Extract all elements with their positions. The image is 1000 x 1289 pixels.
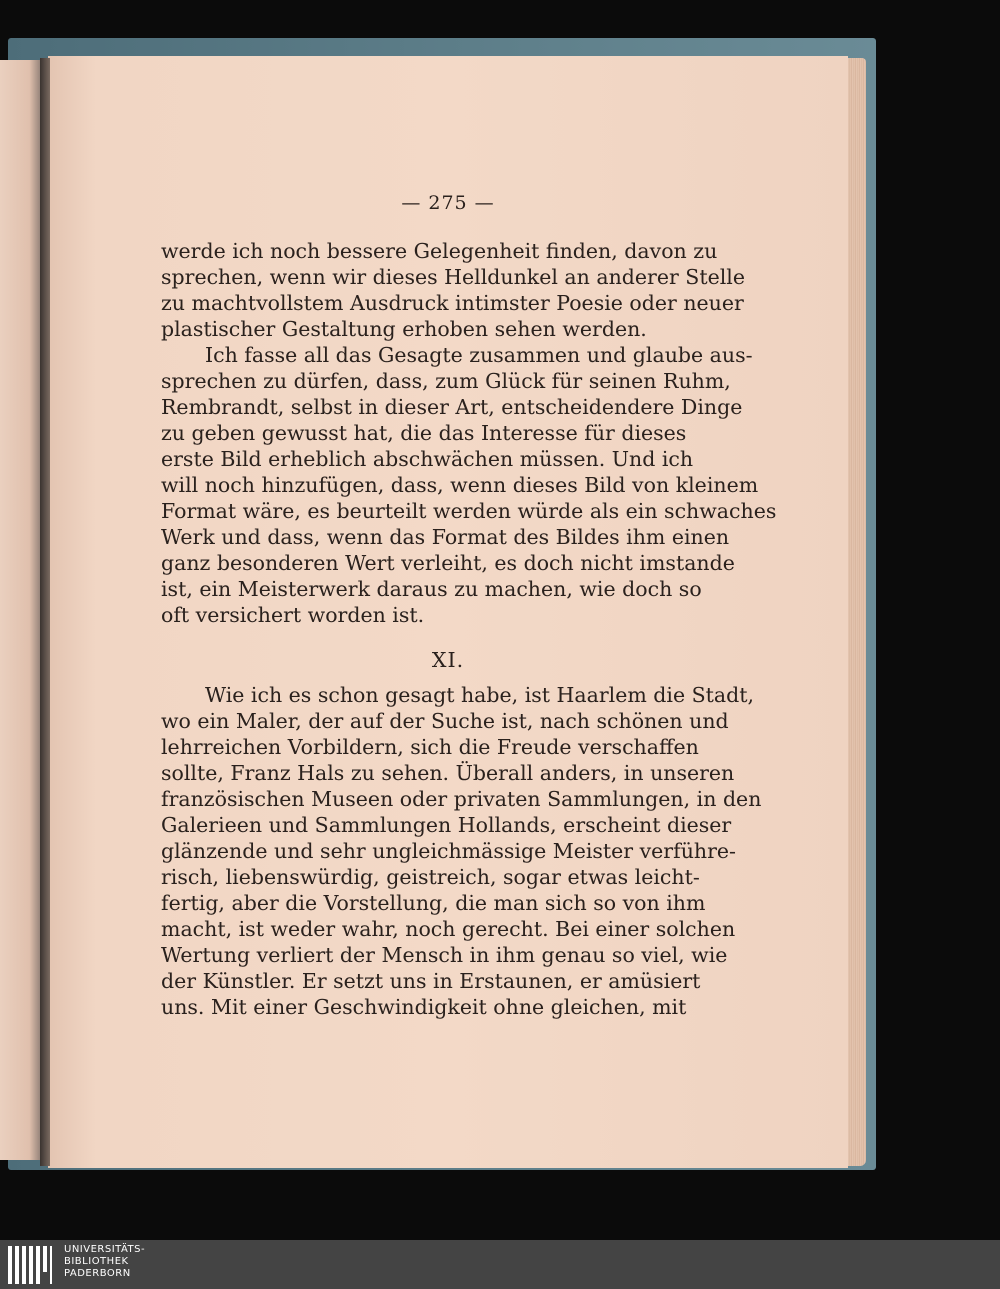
text-line: ist, ein Meisterwerk daraus zu machen, wie doch so (161, 577, 702, 601)
text-line: oft versichert worden ist. (161, 603, 425, 627)
section-heading: XI. (431, 648, 465, 672)
text-line: werde ich noch bessere Gelegenheit finden, davon zu (161, 239, 718, 263)
text-line: französischen Museen oder privaten Sammlungen, in den (161, 787, 762, 811)
text-line: macht, ist weder wahr, noch gerecht. Bei einer solchen (161, 917, 736, 941)
text-line: der Künstler. Er setzt uns in Erstaunen, er amüsiert (161, 969, 701, 993)
library-footer (0, 1240, 1000, 1289)
page-number: — 275 — (401, 192, 495, 214)
text-line: ganz besonderen Wert verleiht, es doch nicht imstande (161, 551, 735, 575)
text-line: uns. Mit einer Geschwindigkeit ohne gleichen, mit (161, 995, 687, 1019)
text-line: Ich fasse all das Gesagte zusammen und glaube aus- (205, 343, 753, 367)
text-line: lehrreichen Vorbildern, sich die Freude verschaffen (161, 735, 699, 759)
text-line: risch, liebenswürdig, geistreich, sogar etwas leicht- (161, 865, 700, 889)
text-line: Wie ich es schon gesagt habe, ist Haarlem die Stadt, (205, 683, 754, 707)
logo-line: PADERBORN (64, 1268, 131, 1279)
text-line: sprechen zu dürfen, dass, zum Glück für seinen Ruhm, (161, 369, 731, 393)
logo-line: UNIVERSITÄTS- (64, 1244, 146, 1255)
text-line: fertig, aber die Vorstellung, die man sich so von ihm (161, 891, 706, 915)
text-line: Rembrandt, selbst in dieser Art, entscheidendere Dinge (161, 395, 743, 419)
facing-page-edge (0, 60, 42, 1160)
text-line: sollte, Franz Hals zu sehen. Überall anders, in unseren (161, 761, 735, 785)
text-line: sprechen, wenn wir dieses Helldunkel an anderer Stelle (161, 265, 745, 289)
text-line: Wertung verliert der Mensch in ihm genau so viel, wie (161, 943, 728, 967)
text-line: plastischer Gestaltung erhoben sehen werden. (161, 317, 647, 341)
text-line: zu geben gewusst hat, die das Interesse für dieses (161, 421, 687, 445)
library-logo-text (64, 1244, 145, 1280)
book-gutter (40, 58, 50, 1166)
text-line: wo ein Maler, der auf der Suche ist, nach schönen und (161, 709, 729, 733)
text-line: glänzende und sehr ungleichmässige Meister verführe- (161, 839, 736, 863)
text-line: zu machtvollstem Ausdruck intimster Poesie oder neuer (161, 291, 744, 315)
text-line: Galerieen und Sammlungen Hollands, erscheint dieser (161, 813, 732, 837)
text-line: will noch hinzufügen, dass, wenn dieses Bild von kleinem (161, 473, 759, 497)
text-line: Werk und dass, wenn das Format des Bildes ihm einen (161, 525, 730, 549)
library-logo-icon (8, 1246, 54, 1284)
book-page (48, 56, 848, 1168)
text-line: erste Bild erheblich abschwächen müssen. Und ich (161, 447, 694, 471)
logo-line: BIBLIOTHEK (64, 1256, 129, 1267)
text-line: Format wäre, es beurteilt werden würde als ein schwaches (161, 499, 777, 523)
